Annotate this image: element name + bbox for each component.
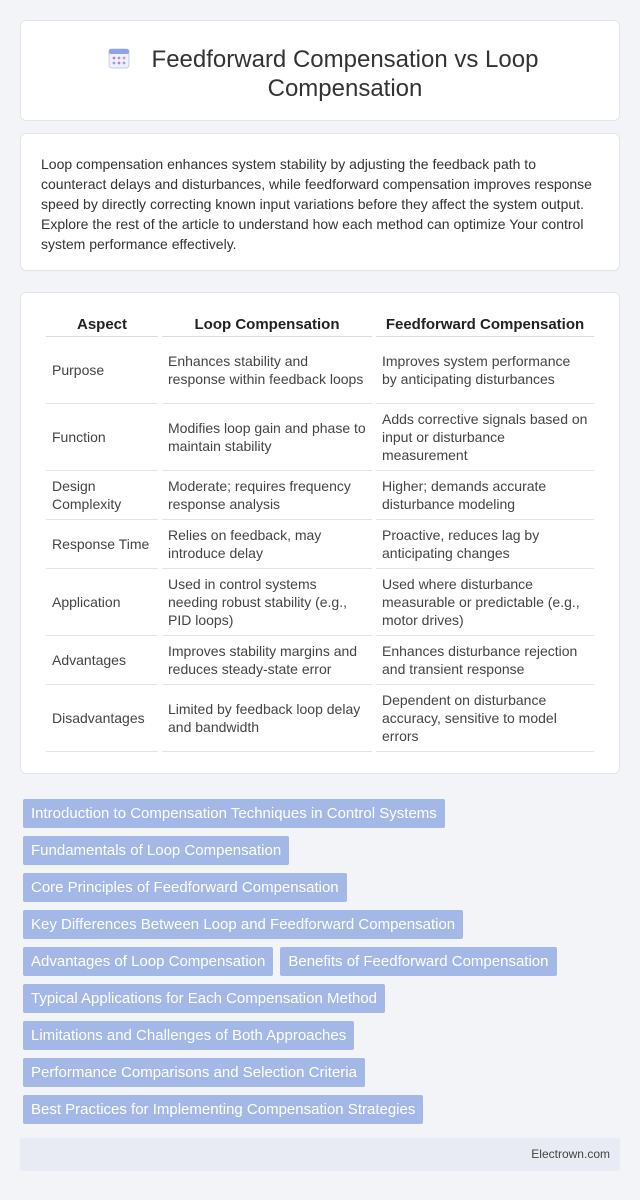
table-cell-feedforward: Used where disturbance measurable or predictable (e.g., motor drives) [376,569,594,636]
link-row [23,1058,623,1095]
table-cell-loop: Moderate; requires frequency response analysis [162,471,372,520]
topic-link[interactable]: Best Practices for Implementing Compensation Strategies [23,1095,423,1124]
topic-link[interactable]: Fundamentals of Loop Compensation [23,836,289,865]
topic-link[interactable]: Key Differences Between Loop and Feedforward Compensation [23,910,463,939]
table-cell-aspect: Function [46,404,158,471]
table-cell-aspect: Disadvantages [46,685,158,752]
intro-card [20,133,620,271]
table-cell-feedforward: Proactive, reduces lag by anticipating changes [376,520,594,569]
table-cell-feedforward: Adds corrective signals based on input or disturbance measurement [376,404,594,471]
table-cell-loop: Limited by feedback loop delay and bandwidth [162,685,372,752]
title-card [20,20,620,121]
table-cell-loop: Relies on feedback, may introduce delay [162,520,372,569]
topic-link[interactable]: Introduction to Compensation Techniques in Control Systems [23,799,445,828]
table-row [46,520,594,569]
link-row [23,910,623,947]
table-cell-feedforward: Improves system performance by anticipating disturbances [376,337,594,404]
comparison-table [42,313,598,752]
table-row [46,569,594,636]
table-cell-loop: Modifies loop gain and phase to maintain stability [162,404,372,471]
table-row [46,685,594,752]
intro-paragraph: Loop compensation enhances system stability by adjusting the feedback path to counteract delays and disturbances, while feedforward compensation improves response speed by directly correcting known input variations before they affect the system output. Explore the rest of the article to understand how each method can optimize Your control system performance effectively. [41,156,592,252]
column-header-feedforward: Feedforward Compensation [376,313,594,337]
link-row [23,947,623,984]
table-row [46,337,594,404]
comparison-table-card [20,292,620,774]
topic-link[interactable]: Advantages of Loop Compensation [23,947,273,976]
topic-link[interactable]: Benefits of Feedforward Compensation [280,947,556,976]
link-row [23,984,623,1021]
link-row [23,799,623,836]
column-header-aspect: Aspect [46,313,158,337]
table-cell-aspect: Response Time [46,520,158,569]
table-cell-aspect: Application [46,569,158,636]
table-row [46,471,594,520]
page-title: Feedforward Compensation vs Loop Compensation [151,46,539,102]
footer-brand[interactable]: Electrown.com [531,1147,610,1161]
topic-link[interactable]: Performance Comparisons and Selection Criteria [23,1058,365,1087]
table-cell-aspect: Design Complexity [46,471,158,520]
topic-link[interactable]: Typical Applications for Each Compensation Method [23,984,385,1013]
footer [20,1138,620,1171]
topic-link[interactable]: Core Principles of Feedforward Compensation [23,873,347,902]
table-row [46,404,594,471]
link-row [23,873,623,910]
table-cell-aspect: Advantages [46,636,158,685]
table-cell-feedforward: Enhances disturbance rejection and transient response [376,636,594,685]
link-row [23,836,623,873]
table-cell-loop: Enhances stability and response within feedback loops [162,337,372,404]
table-cell-feedforward: Dependent on disturbance accuracy, sensitive to model errors [376,685,594,752]
table-header-row [46,313,594,337]
link-row [23,1021,623,1058]
table-cell-loop: Improves stability margins and reduces steady-state error [162,636,372,685]
link-row [23,1095,623,1132]
table-cell-loop: Used in control systems needing robust stability (e.g., PID loops) [162,569,372,636]
column-header-loop: Loop Compensation [162,313,372,337]
topic-links [23,799,623,1132]
table-cell-aspect: Purpose [46,337,158,404]
table-row [46,636,594,685]
topic-link[interactable]: Limitations and Challenges of Both Approaches [23,1021,354,1050]
table-cell-feedforward: Higher; demands accurate disturbance modeling [376,471,594,520]
